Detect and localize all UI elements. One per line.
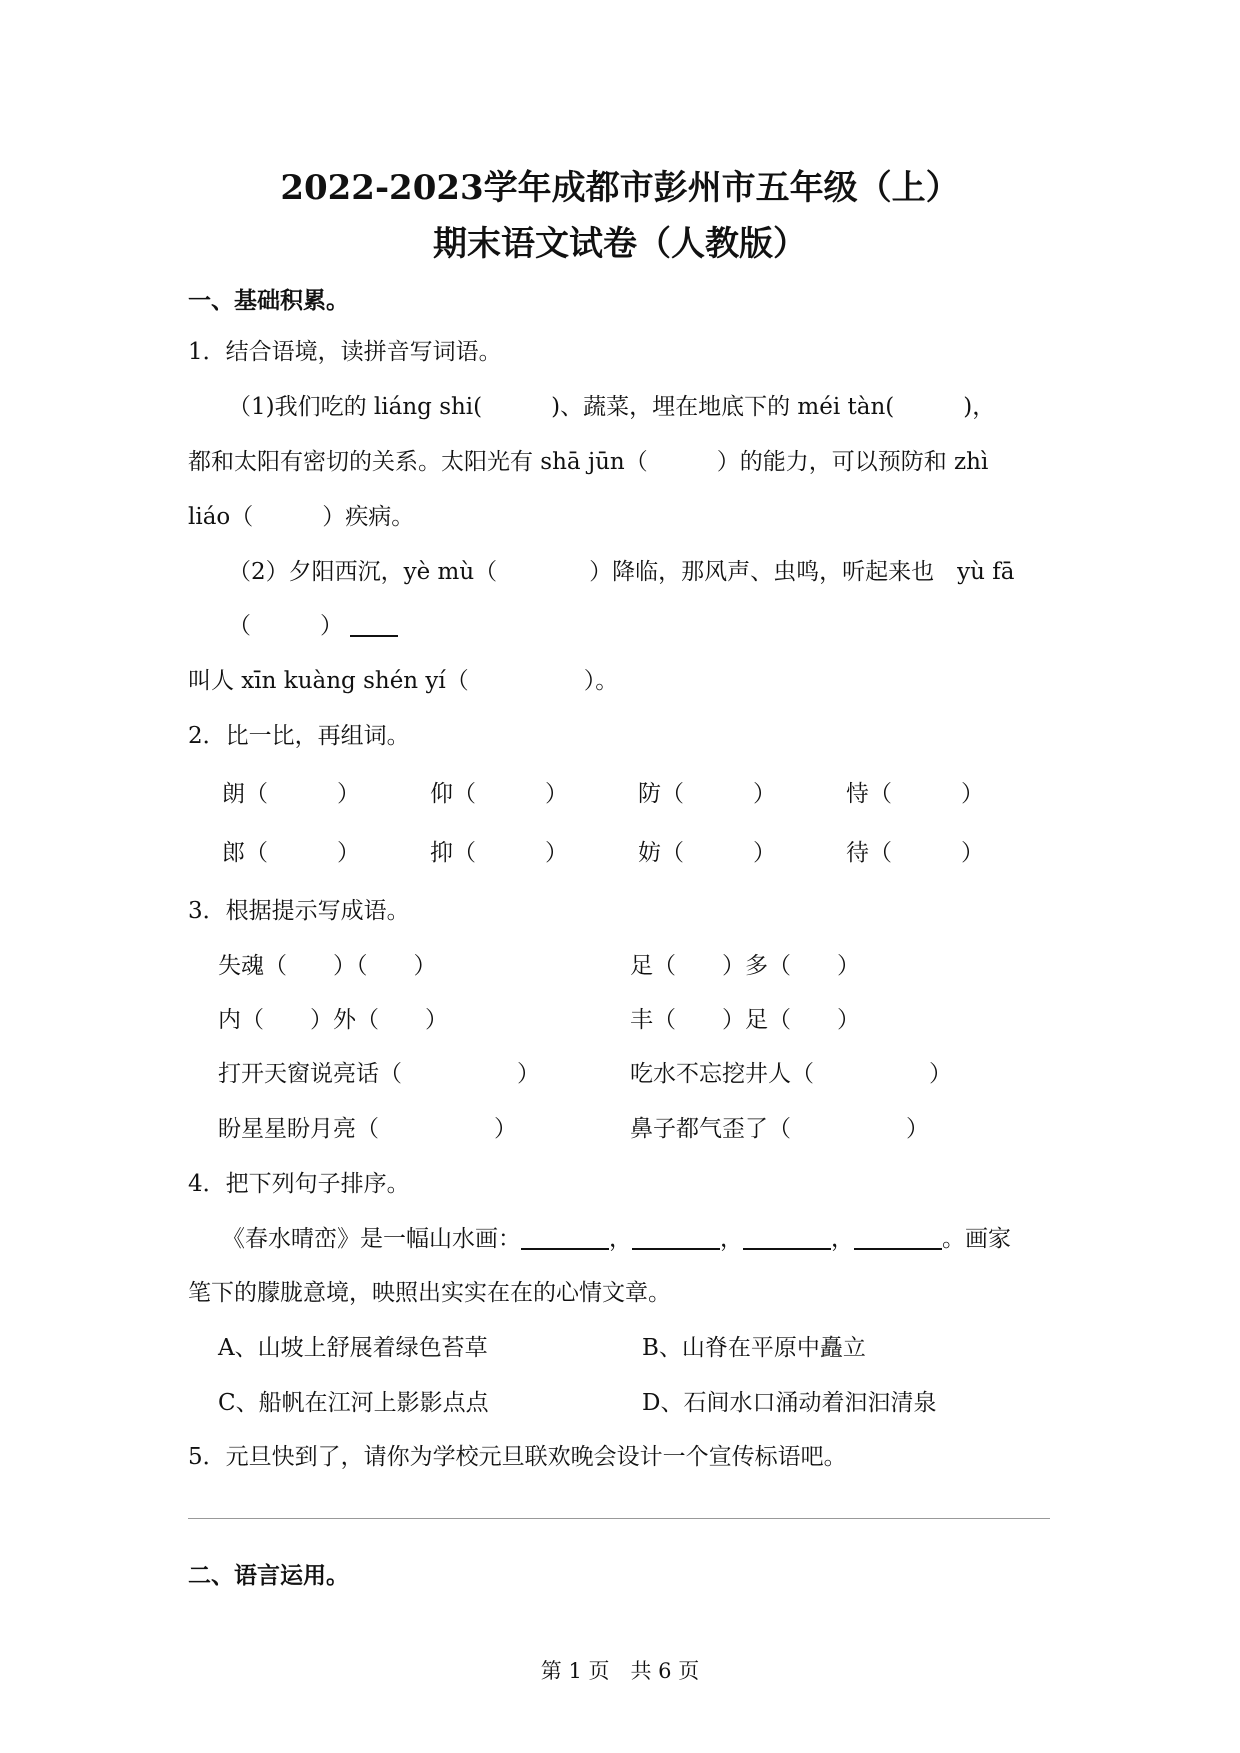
q3-item: 内（ ）外（ ） — [218, 1007, 448, 1033]
q2-item: 仰（ ） — [430, 781, 568, 807]
answer-line — [188, 1518, 1050, 1519]
q3-item: 盼星星盼月亮（ ） — [218, 1116, 517, 1142]
section1-heading: 一、基础积累。 — [188, 287, 349, 314]
q2-item: 郎（ ） — [222, 840, 360, 866]
q2-item: 防（ ） — [638, 781, 776, 807]
q4-prompt: 4．把下列句子排序。 — [188, 1171, 410, 1197]
separator-comma: ， — [720, 1226, 743, 1252]
q4-option-d: D、石间水口涌动着汩汩清泉 — [642, 1390, 937, 1416]
q1-part1-line1: （1)我们吃的 liáng shi( )、蔬菜，埋在地底下的 méi tàn( )， — [228, 394, 996, 420]
q1-part1-line2: 都和太阳有密切的关系。太阳光有 shā jūn（ ）的能力，可以预防和 zhì — [188, 449, 989, 475]
answer-underline — [632, 1228, 720, 1250]
q4-sentence-end: 。画家 — [942, 1226, 1011, 1252]
q2-item: 朗（ ） — [222, 781, 360, 807]
q1-part1-line3: liáo（ ）疾病。 — [188, 504, 415, 530]
q1-prompt: 1．结合语境，读拼音写词语。 — [188, 339, 502, 365]
answer-underline — [743, 1228, 831, 1250]
separator-comma: ， — [831, 1226, 854, 1252]
q2-item: 待（ ） — [846, 840, 984, 866]
exam-title-line1: 2022-2023学年成都市彭州市五年级（上） — [280, 168, 960, 208]
q3-item: 鼻子都气歪了（ ） — [630, 1116, 929, 1142]
q1-part2-line1: （2）夕阳西沉，yè mù（ ）降临，那风声、虫鸣，听起来也 yù fā — [228, 559, 1015, 585]
q4-option-a: A、山坡上舒展着绿色苔草 — [218, 1335, 488, 1361]
q4-option-c: C、船帆在江河上影影点点 — [218, 1390, 489, 1416]
q3-item: 丰（ ）足（ ） — [630, 1007, 860, 1033]
answer-underline — [854, 1228, 942, 1250]
q1-part2-line2 — [228, 607, 398, 640]
q2-item: 妨（ ） — [638, 840, 776, 866]
q4-sentence-line1 — [222, 1220, 1011, 1253]
answer-underline — [521, 1228, 609, 1250]
answer-underline — [350, 615, 398, 637]
q2-item: 恃（ ） — [846, 781, 984, 807]
q3-item: 吃水不忘挖井人（ ） — [630, 1061, 952, 1087]
q3-item: 足（ ）多（ ） — [630, 953, 860, 979]
page-footer: 第 1 页 共 6 页 — [540, 1659, 700, 1683]
q5-prompt: 5．元旦快到了，请你为学校元旦联欢晚会设计一个宣传标语吧。 — [188, 1444, 847, 1470]
q2-prompt: 2．比一比，再组词。 — [188, 723, 410, 749]
exam-title-line2: 期末语文试卷（人教版） — [433, 224, 807, 264]
q1-part2-line3: 叫人 xīn kuàng shén yí（ ）。 — [188, 668, 619, 694]
q3-prompt: 3．根据提示写成语。 — [188, 898, 410, 924]
section2-heading: 二、语言运用。 — [188, 1562, 349, 1589]
q1-part2-blank-paren: （ ） — [228, 613, 343, 639]
q4-sentence-line2: 笔下的朦胧意境，映照出实实在在的心情文章。 — [188, 1280, 671, 1306]
q4-option-b: B、山脊在平原中矗立 — [642, 1335, 866, 1361]
separator-comma: ， — [609, 1226, 632, 1252]
q4-sentence-start: 《春水晴峦》是一幅山水画： — [222, 1226, 521, 1252]
q3-item: 失魂（ ）（ ） — [218, 953, 437, 979]
q2-item: 抑（ ） — [430, 840, 568, 866]
q3-item: 打开天窗说亮话（ ） — [218, 1061, 540, 1087]
